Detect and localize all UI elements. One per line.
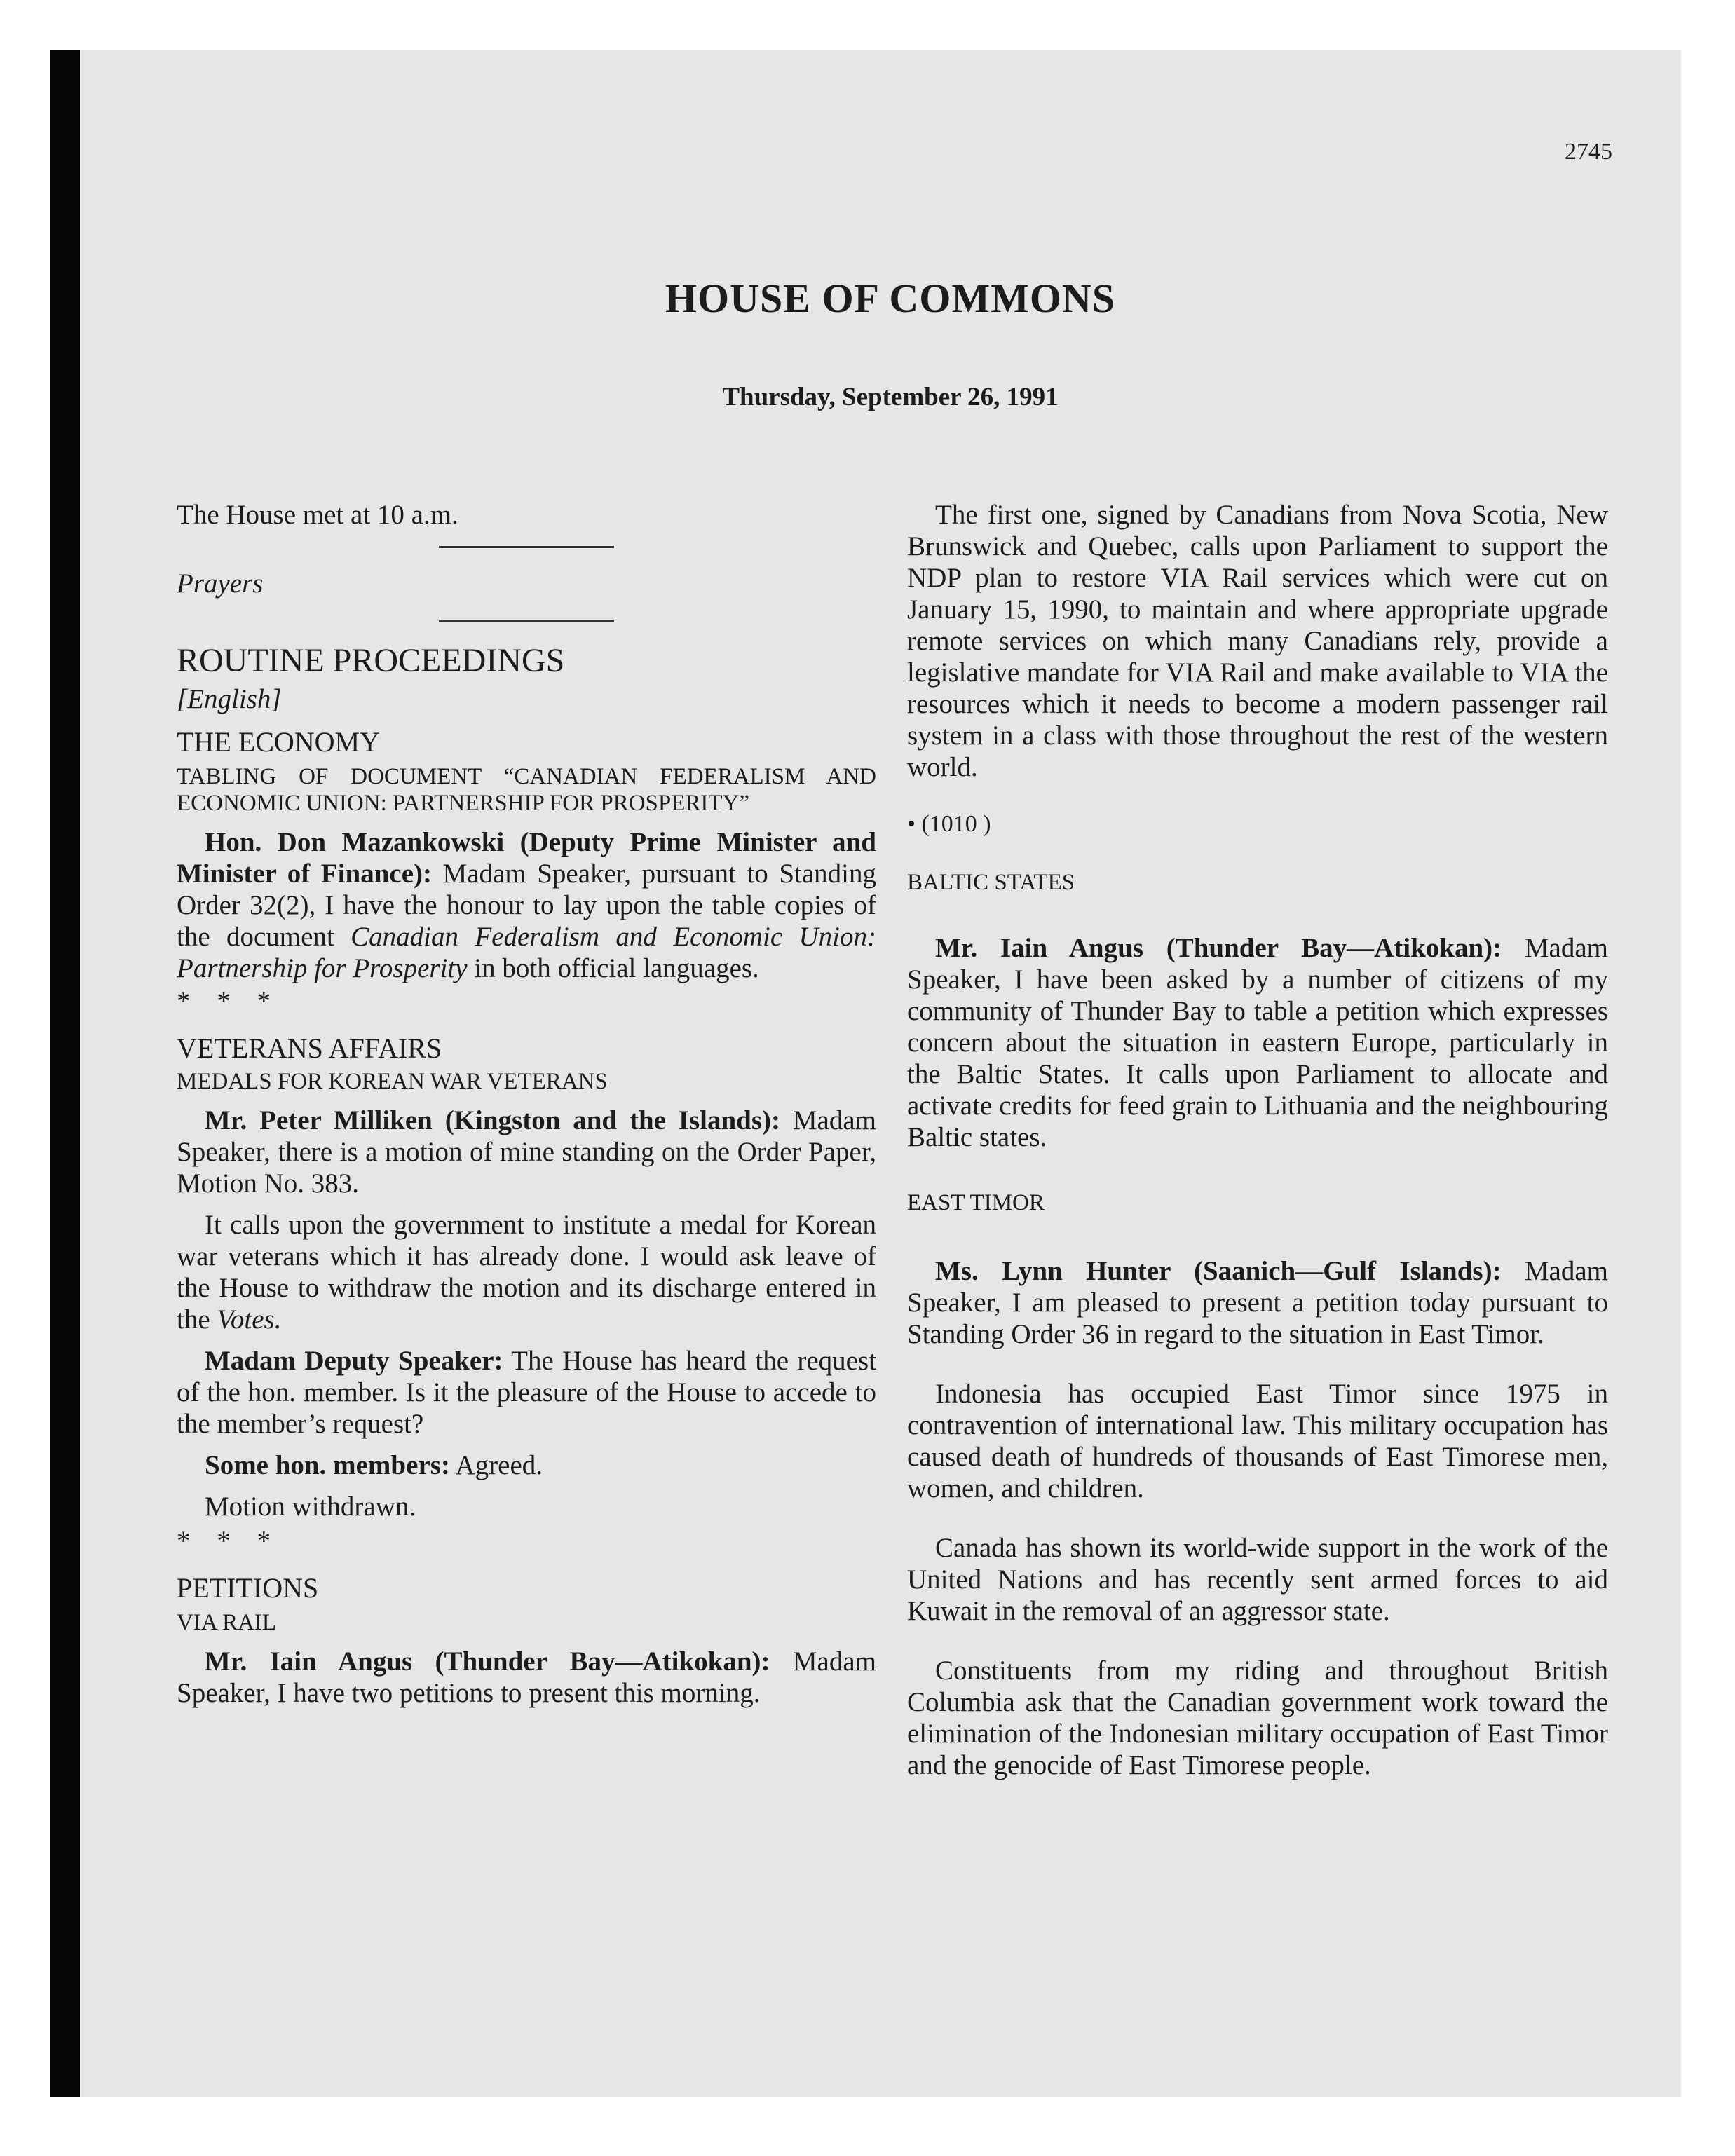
speech-members — [177, 1449, 876, 1481]
right-column — [907, 499, 1608, 1781]
paragraph-indonesia: Indonesia has occupied East Timor since 1975 in contravention of international law. This military occupation has caused death of hundreds of thousands of East Timorese men, women, and children. — [907, 1379, 1608, 1503]
prayers-label: Prayers — [177, 568, 264, 599]
sitting-opening: The House met at 10 a.m. — [177, 500, 458, 530]
speech-text: Madam Speaker, I have two petitions to present this morning. — [177, 1646, 876, 1708]
speaker-name: Mr. Iain Angus (Thunder Bay—Atikokan): — [935, 933, 1502, 963]
speech-text: Madam Speaker, I have been asked by a number of citizens of my community of Thunder Bay to table a petition which expresses concern about the situation in eastern Europe, particularly in the Baltic States. It calls upon Parliament to allocate and activate credits for feed grain to Lithuania and the neighbouring Baltic states. — [907, 933, 1608, 1152]
subheading-baltic-states: BALTIC STATES — [907, 870, 1075, 895]
paragraph-constituents: Constituents from my riding and throughout British Columbia ask that the Canadian government work toward the elimination of the Indonesian military occupation of East Timor and the genocide of East Timorese people. — [907, 1656, 1608, 1780]
section-heading-economy: THE ECONOMY — [177, 726, 380, 758]
subheading-via-rail: VIA RAIL — [177, 1610, 277, 1635]
routine-proceedings-heading: ROUTINE PROCEEDINGS — [177, 642, 565, 679]
left-column — [177, 499, 876, 1709]
masthead-title: HOUSE OF COMMONS — [665, 275, 1116, 321]
petition-via-rail-text: The first one, signed by Canadians from Nova Scotia, New Brunswick and Quebec, calls upon Parliament to support the NDP plan to restore VIA Rail services which were cut on January 15, 1990, to maintain and where appropriate upgrade remote services on which many Canadians rely, provide a legislative mandate for VIA Rail and make available to VIA the resources which it needs to become a modern passenger rail system in a class with those throughout the rest of the western world. — [907, 500, 1608, 782]
speech-milliken — [177, 1105, 876, 1199]
speech-hunter — [907, 1255, 1608, 1350]
votes-reference: Votes. — [217, 1304, 282, 1335]
binding-edge — [50, 50, 80, 2097]
rule-divider — [439, 546, 614, 548]
language-tag: [English] — [177, 684, 282, 714]
speech-angus-baltic — [907, 932, 1608, 1153]
motion-outcome: Motion withdrawn. — [205, 1492, 416, 1522]
document-title: Canadian Federalism and Economic Union: Partnership for Prosperity — [177, 922, 876, 983]
page-number: 2745 — [1565, 139, 1612, 165]
section-heading-petitions: PETITIONS — [177, 1572, 319, 1604]
speech-text: It calls upon the government to institute a medal for Korean war veterans which it has already done. I would ask leave of the House to withdraw the motion and its discharge entered in the — [177, 1210, 876, 1335]
section-heading-veterans: VETERANS AFFAIRS — [177, 1032, 442, 1064]
speech-text: Madam Speaker, I am pleased to present a petition today pursuant to Standing Order 36 in regard to the situation in East Timor. — [907, 1256, 1608, 1349]
speech-text: in both official languages. — [467, 953, 759, 983]
subheading-east-timor: EAST TIMOR — [907, 1190, 1045, 1215]
speaker-name: Mr. Iain Angus (Thunder Bay—Atikokan): — [205, 1646, 770, 1677]
speech-milliken-continued — [177, 1209, 876, 1335]
sitting-date: Thursday, September 26, 1991 — [722, 383, 1059, 411]
speaker-name: Some hon. members: — [205, 1450, 450, 1480]
speech-angus — [177, 1646, 876, 1709]
speaker-name: Ms. Lynn Hunter (Saanich—Gulf Islands): — [935, 1256, 1502, 1286]
speech-text: Agreed. — [449, 1450, 543, 1480]
speech-mazankowski — [177, 826, 876, 984]
section-separator: * * * — [177, 1526, 280, 1556]
speech-text: Madam Speaker, there is a motion of mine standing on the Order Paper, Motion No. 383. — [177, 1105, 876, 1199]
rule-divider — [439, 620, 614, 622]
subheading-tabling-document: TABLING OF DOCUMENT “CANADIAN FEDERALISM AND ECONOMIC UNION: PARTNERSHIP FOR PROSPERITY” — [177, 764, 876, 816]
speech-text: The House has heard the request of the hon. member. Is it the pleasure of the House to accede to the member’s request? — [177, 1346, 876, 1439]
time-marker: • (1010 ) — [907, 811, 991, 837]
speaker-name: Hon. Don Mazankowski (Deputy Prime Minister and Minister of Finance): — [177, 827, 876, 889]
section-separator: * * * — [177, 986, 280, 1016]
subheading-korean-medals: MEDALS FOR KOREAN WAR VETERANS — [177, 1069, 608, 1094]
paragraph-canada-un: Canada has shown its world-wide support in the work of the United Nations and has recently sent armed forces to aid Kuwait in the removal of an aggressor state. — [907, 1533, 1608, 1626]
speaker-name: Madam Deputy Speaker: — [205, 1346, 503, 1376]
speech-text: Madam Speaker, pursuant to Standing Order 32(2), I have the honour to lay upon the table copies of the document — [177, 859, 876, 952]
speech-deputy-speaker — [177, 1345, 876, 1440]
speaker-name: Mr. Peter Milliken (Kingston and the Islands): — [205, 1105, 781, 1135]
